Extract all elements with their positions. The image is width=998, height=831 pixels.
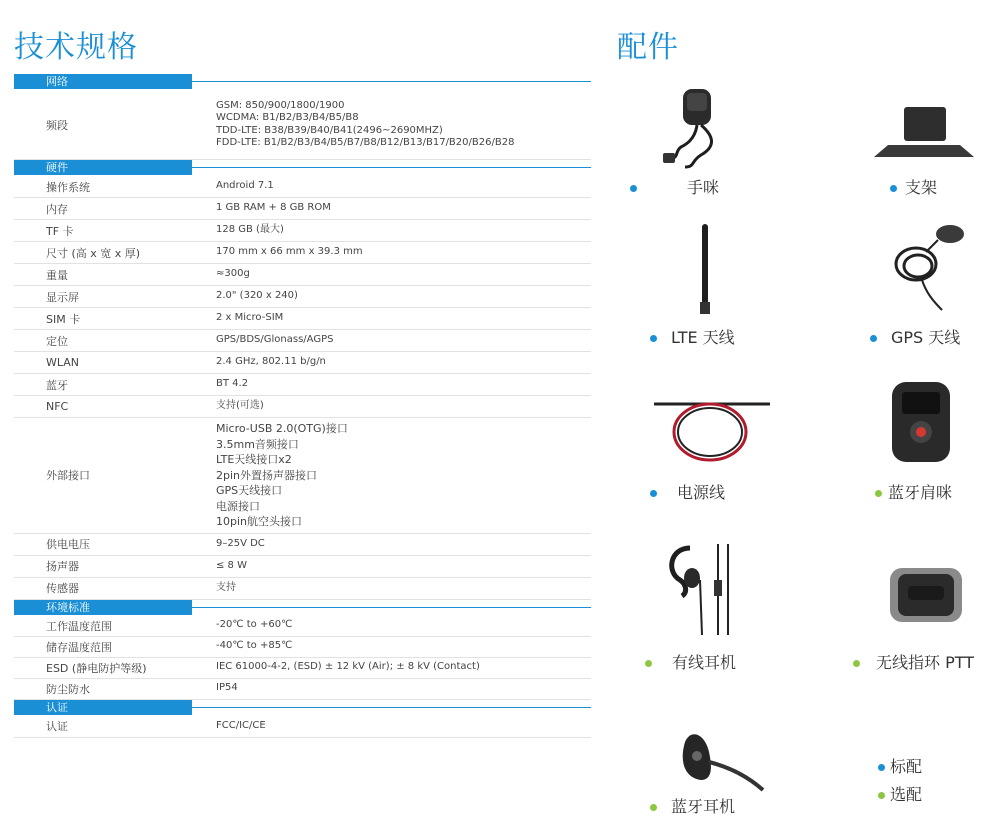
spec-value-line: GSM: 850/900/1800/1900 (216, 99, 345, 111)
spec-key: 防尘防水 (46, 682, 90, 696)
legend-label: 标配 (890, 757, 923, 776)
spec-value (216, 400, 591, 413)
spec-key: ESD (静电防护等级) (46, 661, 147, 675)
spec-value-line: 2 x Micro-SIM (216, 312, 284, 324)
section-title: 硬件 (14, 160, 192, 175)
spec-row (14, 637, 591, 658)
spec-key: 频段 (46, 118, 68, 132)
spec-key: 外部接口 (46, 469, 90, 483)
accessory-label: 电源线 (677, 483, 726, 502)
spec-value (216, 560, 591, 573)
spec-value-line: WCDMA: B1/B2/B3/B4/B5/B8 (216, 112, 359, 123)
spec-row (14, 286, 591, 308)
spec-value-line: -20℃ to +60℃ (216, 619, 293, 631)
spec-key: NFC (46, 400, 69, 413)
stand-image (870, 105, 978, 165)
spec-value (216, 224, 591, 237)
spec-value (216, 246, 591, 259)
spec-key: 扬声器 (46, 560, 79, 573)
spec-value (216, 661, 591, 674)
spec-value-line: FCC/IC/CE (216, 719, 266, 731)
spec-value-line: 支持 (216, 581, 236, 593)
standard-dot (870, 335, 877, 342)
accessory-label: GPS 天线 (891, 328, 961, 347)
spec-row (14, 308, 591, 330)
standard-dot (650, 490, 657, 497)
accessory-label: 支架 (905, 178, 938, 197)
accessory-label: 无线指环 PTT (876, 653, 975, 672)
spec-value (216, 619, 591, 632)
accessory-label: 蓝牙肩咪 (888, 483, 953, 502)
section-divider (192, 167, 591, 168)
spec-value-line: 2pin外置扬声器接口 (216, 468, 318, 482)
spec-row (14, 352, 591, 374)
section-divider (192, 607, 591, 608)
accessory-label: LTE 天线 (671, 328, 735, 347)
spec-value-line: FDD-LTE: B1/B2/B3/B4/B5/B7/B8/B12/B13/B17/B20/B26/B28 (216, 137, 515, 148)
optional-dot (645, 660, 652, 667)
standard-dot (878, 764, 885, 771)
spec-row (14, 330, 591, 352)
power-cable-image (650, 390, 775, 470)
spec-key: 操作系统 (46, 180, 90, 194)
spec-value (216, 421, 591, 530)
bt-earphone-image (675, 722, 765, 792)
spec-key: 认证 (46, 720, 68, 733)
spec-row (14, 176, 591, 198)
section-title: 环境标准 (14, 600, 192, 615)
spec-key: 工作温度范围 (46, 619, 112, 633)
spec-value-line: 1 GB RAM + 8 GB ROM (216, 202, 331, 214)
spec-value (216, 682, 591, 695)
accessory-label: 有线耳机 (672, 653, 737, 672)
spec-row (14, 220, 591, 242)
standard-dot (650, 335, 657, 342)
section-title: 网络 (14, 74, 192, 89)
section-header (14, 600, 591, 616)
spec-key: TF 卡 (46, 224, 74, 238)
spec-value (216, 538, 591, 551)
optional-dot (853, 660, 860, 667)
spec-key: 供电电压 (46, 538, 90, 551)
standard-dot (630, 185, 637, 192)
optional-dot (650, 804, 657, 811)
accessories-title: 配件 (617, 30, 679, 65)
spec-row (14, 374, 591, 396)
spec-value-line: GPS天线接口 (216, 484, 283, 497)
legend-label: 选配 (890, 785, 923, 804)
spec-value-line: TDD-LTE: B38/B39/B40/B41(2496~2690MHZ) (216, 124, 443, 136)
spec-value-line: 3.5mm音频接口 (216, 437, 299, 451)
section-divider (192, 707, 591, 708)
spec-row (14, 396, 591, 418)
spec-value-line: IEC 61000-4-2, (ESD) ± 12 kV (Air); ± 8 kV (Contact) (216, 661, 480, 673)
speaker-mic-image (655, 85, 745, 170)
spec-key: 储存温度范围 (46, 640, 112, 654)
section-title: 认证 (14, 700, 192, 715)
spec-value (216, 100, 591, 150)
section-divider (192, 81, 591, 82)
spec-value-line: -40℃ to +85℃ (216, 640, 293, 652)
spec-value (216, 720, 591, 733)
spec-value-line: LTE天线接口x2 (216, 453, 292, 466)
spec-value (216, 290, 591, 303)
wired-earphone-image (660, 540, 750, 640)
spec-value (216, 356, 591, 369)
spec-value-line: Android 7.1 (216, 180, 274, 192)
spec-key: 尺寸 (高 x 宽 x 厚) (46, 246, 141, 260)
spec-value (216, 334, 591, 347)
spec-key: 蓝牙 (46, 378, 68, 392)
spec-value (216, 202, 591, 215)
accessory-label: 手咪 (687, 178, 720, 197)
spec-key: SIM 卡 (46, 312, 81, 326)
spec-value-line: 9–25V DC (216, 537, 265, 549)
spec-key: 内存 (46, 202, 68, 216)
spec-value-line: 128 GB (最大) (216, 224, 284, 236)
spec-value (216, 268, 591, 281)
accessory-label: 蓝牙耳机 (671, 797, 736, 816)
spec-table (14, 74, 591, 738)
section-header (14, 74, 591, 90)
section-header (14, 700, 591, 716)
lte-antenna-image (695, 222, 715, 317)
spec-title: 技术规格 (14, 30, 138, 65)
spec-value-line: Micro-USB 2.0(OTG)接口 (216, 422, 348, 435)
gps-antenna-image (892, 222, 972, 317)
spec-row (14, 418, 591, 534)
legend-standard (878, 754, 922, 777)
spec-value-line: ≈300g (216, 268, 250, 280)
spec-row (14, 616, 591, 637)
spec-value (216, 640, 591, 653)
legend-optional (878, 782, 922, 805)
spec-row (14, 658, 591, 679)
spec-value-line: 2.4 GHz, 802.11 b/g/n (216, 356, 326, 368)
spec-value-line: 支持(可选) (216, 400, 264, 412)
spec-value-line: ≤ 8 W (216, 559, 247, 571)
spec-value (216, 582, 591, 595)
spec-value-line: 电源接口 (216, 499, 260, 513)
spec-row (14, 198, 591, 220)
spec-value (216, 378, 591, 391)
spec-value-line: IP54 (216, 682, 238, 694)
optional-dot (875, 490, 882, 497)
spec-value-line: GPS/BDS/Glonass/AGPS (216, 334, 334, 346)
spec-value (216, 180, 591, 193)
spec-row (14, 556, 591, 578)
spec-row (14, 242, 591, 264)
spec-row (14, 90, 591, 160)
spec-key: WLAN (46, 356, 80, 369)
spec-value-line: 2.0" (320 x 240) (216, 290, 298, 302)
ring-ptt-image (888, 560, 964, 630)
spec-value-line: 170 mm x 66 mm x 39.3 mm (216, 246, 363, 258)
spec-row (14, 264, 591, 286)
spec-value-line: 10pin航空头接口 (216, 515, 303, 528)
spec-value (216, 312, 591, 325)
bt-shoulder-mic-image (890, 380, 952, 465)
spec-row (14, 578, 591, 600)
spec-key: 定位 (46, 334, 68, 348)
section-header (14, 160, 591, 176)
spec-key: 显示屏 (46, 290, 79, 304)
spec-row (14, 534, 591, 556)
spec-value-line: BT 4.2 (216, 378, 249, 390)
standard-dot (890, 185, 897, 192)
spec-row (14, 716, 591, 738)
spec-key: 重量 (46, 268, 68, 282)
spec-key: 传感器 (46, 582, 79, 595)
optional-dot (878, 792, 885, 799)
spec-row (14, 679, 591, 700)
